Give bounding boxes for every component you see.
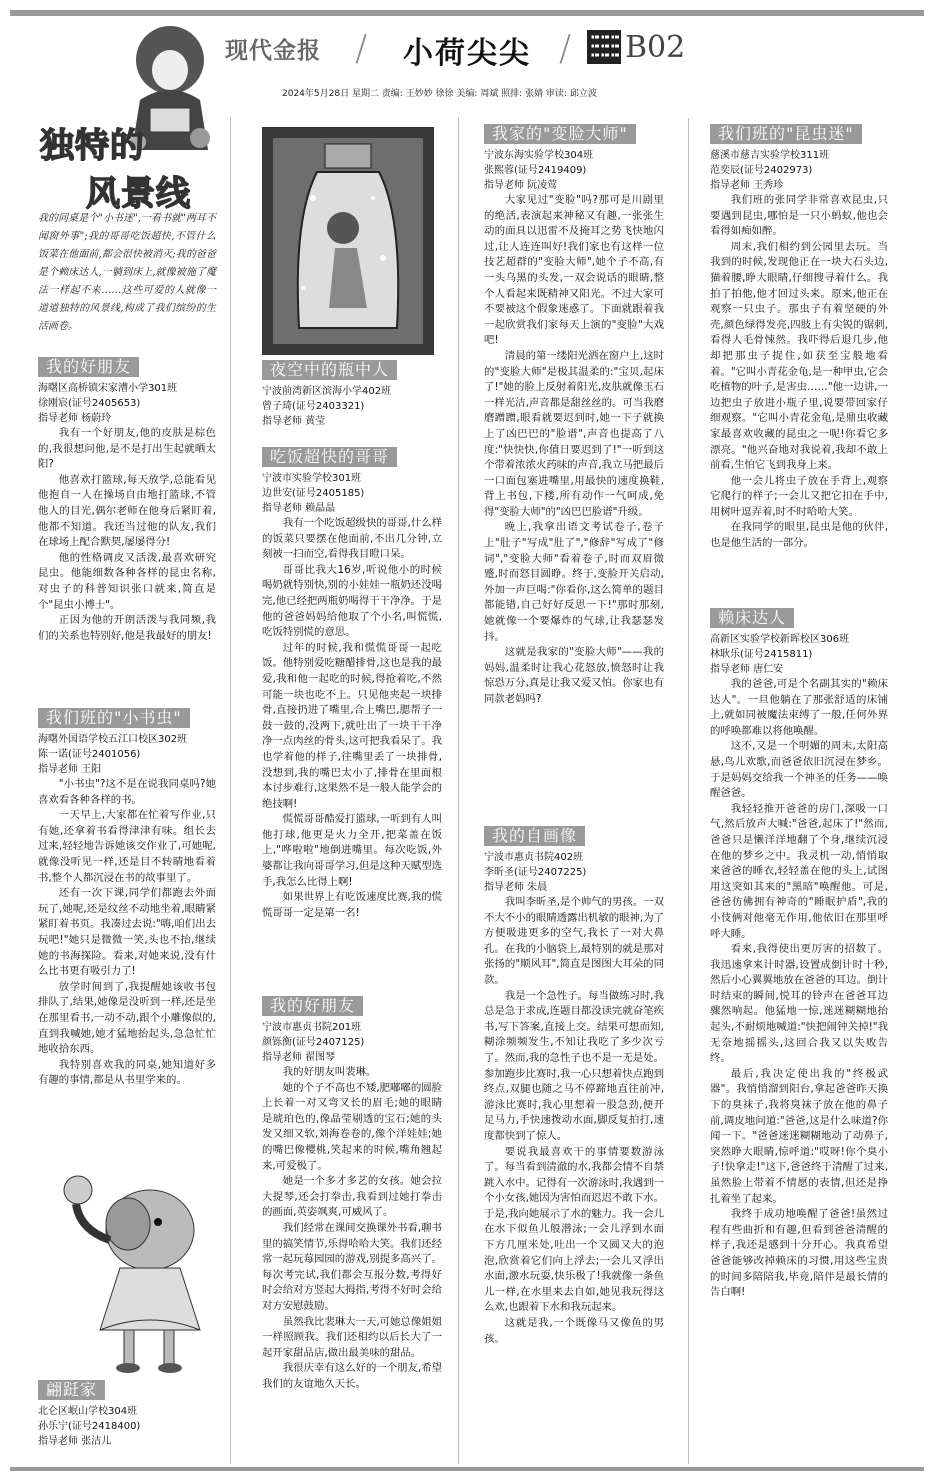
meta-school: 宁波东海实验学校304班 <box>484 150 594 161</box>
paragraph: 我特别喜欢我的同桌,她知道好多有趣的事情,都是从书里学来的。 <box>38 1058 216 1087</box>
paragraph: 他一会儿将虫子放在手背上,观察它爬行的样子;一会儿又把它扣在手中,用树叶逗弄着,时不时哈哈大笑。 <box>710 474 888 518</box>
paragraph: 他喜欢打篮球,每天放学,总能看见他抱自一人在操场自由地打篮球,不管他人的目光,偶尔老师在他身后紧盯着,他都不知道。我还当过他的队友,我们在球场上配合默契,屡屡得分! <box>38 473 216 549</box>
paragraph: 我终于成功地唤醒了爸爸!虽然过程有些曲折和有趣,但看到爸爸清醒的样子,我还是感到十分开心。我真希望爸爸能够改掉赖床的习惯,用这些宝贵的时间多陪陪我,毕竟,陪伴是最长情的告白啊! <box>710 1208 888 1299</box>
paragraph: 虽然我比裴琳大一天,可她总像姐姐一样照顾我。我们还相约以后长大了一起开家甜品店,做出最美味的甜品。 <box>262 1315 442 1359</box>
paragraph: 我有一个好朋友,他的皮肤是棕色的,我很想问他,是不是打出生起就晒太阳? <box>38 427 216 471</box>
paragraph: 我是一个急性子。每当做练习时,我总是急于求成,连题目都没读完就奋笔疾书,写下答案,直接上交。结果可想而知,糊涂频频发生,不知让我吃了多少次亏了。然而,我的急性子也不是一无是处。参加跑步比赛时,我一心只想着快点跑到终点,双腿也随之马不停蹄地直往前冲,游泳比赛时,我心里想着一股急劲,便开足马力,手快速拨动水面,脚反复拍打,速度都快到了惊人。 <box>484 989 664 1142</box>
paragraph: 我们经常在课间交换课外书看,聊书里的搞笑情节,乐得哈哈大笑。我们还经常一起玩莓园园的游戏,别提多高兴了。每次考完试,我们都会互报分数,考得好时会给对方竖起大拇指,考得不好时会给对方安慰鼓励。 <box>262 1221 442 1312</box>
paragraph: 放学时间到了,我提醒她该收书包排队了,结果,她像是没听到一样,还是坐在那里看书,一动不动,跟个小雕像似的,直到我喊她,她才猛地抬起头,急急忙忙地收拾东西。 <box>38 980 216 1056</box>
paragraph: 我轻轻推开爸爸的房门,深吸一口气,然后放声大喊:"爸爸,起床了!"然而,爸爸只是懒洋洋地翻了个身,继续沉浸在他的梦乡之中。我灵机一动,悄悄取来爸爸的睡衣,轻轻盖在他的头上,试图用这突如其来的"黑暗"唤醒他。可是,爸爸仿佛拥有神奇的"睡眠护盾",我的小伎俩对他毫无作用,他依旧在那里呼呼大睡。 <box>710 802 888 940</box>
paragraph: 我很庆幸有这么好的一个朋友,希望我们的友谊地久天长。 <box>262 1362 442 1390</box>
meta-school: 慈溪市慈吉实验学校311班 <box>710 150 830 161</box>
divider-slash: / <box>355 28 368 69</box>
article-a10 <box>710 608 888 1301</box>
article-meta <box>262 1020 442 1065</box>
top-rule <box>10 10 924 16</box>
meta-teacher: 指导老师 唐仁安 <box>710 664 784 675</box>
meta-school: 宁波市惠贞书院201班 <box>262 1022 362 1033</box>
article-meta <box>38 1404 216 1449</box>
meta-teacher: 指导老师 阮凌莺 <box>484 180 558 191</box>
article-meta <box>38 381 216 426</box>
page-code: B02 <box>625 30 686 65</box>
paragraph: 要说我最喜欢干的事情要数游泳了。每当看到清澈的水,我都会情不自禁跳入水中。记得有一次游泳时,我遇到一个小女孩,她因为害怕而迟迟不敢下水。于是,我向她展示了水的魅力。我一会儿在水下似鱼儿般潜泳;一会儿浮到水面下方几厘米处,吐出一个又圆又大的泡泡,欣赏着它们向上浮去;一会儿又浮出水面,激水玩耍,快乐极了!我就像一条鱼儿一样,在水里来去自如,她见我玩得这么欢,也跟着下水和我玩起来。 <box>484 1145 664 1314</box>
article-body <box>38 777 216 1089</box>
meta-teacher: 指导老师 翟图琴 <box>262 1052 336 1063</box>
paragraph: 过年的时候,我和慌慌哥哥一起吃饭。他特别爱吃糖醋排骨,这也是我的最爱,我和他一起吃的时候,得抢着吃,不然可能一块也吃不上。只见他夹起一块排骨,直接扔进了嘴里,合上嘴巴,腮帮子一鼓一鼓的,没两下,就吐出了一块干干净净一点肉丝的骨头,这可把我看呆了。我也学着他的样子,往嘴里丢了一块排骨,没想到,我的嘴巴太小了,排骨在里面根本讨步难行,这果然不是一般人能学会的绝技啊! <box>262 641 442 810</box>
article-body <box>710 193 888 552</box>
article-title: 我们班的"小书虫" <box>38 708 190 728</box>
article-title: 我的好朋友 <box>262 996 363 1016</box>
article-body <box>262 1065 442 1392</box>
paragraph: 在我同学的眼里,昆虫是他的伙伴,也是他生活的一部分。 <box>710 521 888 550</box>
meta-teacher: 指导老师 王秀珍 <box>710 180 784 191</box>
meta-school: 宁波前湾新区滨海小学402班 <box>262 386 392 397</box>
article-title: 我的自画像 <box>484 826 585 846</box>
article-meta <box>484 850 664 895</box>
article-meta <box>38 732 216 777</box>
paragraph: 看来,我得使出更厉害的招数了。我迅速拿来计时器,设置成倒计时十秒,然后小心翼翼地放在爸爸的耳边。倒计时结束的瞬间,悦耳的铃声在爸爸耳边骤然响起。他猛地一惊,迷迷糊糊地抬起头,不耐烦地喊道:"快把闹钟关掉!"我无奈地摇摇头,这回合我又以失败告终。 <box>710 943 888 1065</box>
section-title: 小荷尖尖 <box>403 36 531 71</box>
paragraph: 清晨的第一缕阳光洒在窗户上,这时的"变脸大师"是极其温柔的:"宝贝,起床了!"她的脸上反射着阳光,皮肤就像玉石一样光洁,声音都是甜丝丝的。可当我磨磨蹭蹭,眼看就要迟到时,她一下子就换上了凶巴巴的"脸谱",声音也提高了八度:"快快快,你值日要迟到了!"一听到这个带着浓浓火药味的声音,我立马把最后一口面包塞进嘴里,用最快的速度换鞋,背上书包,下楼,所有动作一气呵成,免得"变脸大师"的"凶巴巴脸谱"升级。 <box>484 349 664 518</box>
paragraph: 大家见过"变脸"吗?那可是川剧里的绝活,表演起来神秘又有趣,一张张生动的面具以迅雷不及掩耳之势飞快地闪过,让人连连叫好!我们家也有这样一位技艺超群的"变脸大师",她个子不高,有一头乌黑的头发,一双会说话的眼睛,整个人看起来既精神又阳光。不过大家可不要被这个假象迷惑了。下面就跟着我一起欣赏我们家每天上演的"变脸"大戏吧! <box>484 194 664 347</box>
issue-info: 2024年5月28日 星期二 责编: 王妙妙 徐徐 美编: 周斌 照排: 张婧 审读: 邱立波 <box>282 89 597 99</box>
paragraph: 最后,我决定使出我的"终极武器"。我悄悄溜到阳台,拿起爸爸昨天换下的臭袜子,我将臭袜子放在他的鼻子前,调皮地问道:"爸爸,这是什么味道?你闻一下。"爸爸迷迷糊糊地动了动鼻子,突然睁大眼睛,惊呼道:"哎呀!你个臭小子!快拿走!"这下,爸爸终于清醒了过来,虽然脸上带着不情愿的表情,但还是挣扎着坐了起来。 <box>710 1067 888 1205</box>
article-title: 翩跹家 <box>38 1380 105 1400</box>
article-body <box>710 677 888 1301</box>
article-a6 <box>262 996 442 1392</box>
meta-teacher: 指导老师 黄莹 <box>262 416 326 427</box>
meta-author: 颜铄衡(证号2407125) <box>262 1037 365 1048</box>
column-rule <box>230 118 231 1464</box>
article-body <box>38 426 216 644</box>
article-meta <box>710 632 888 677</box>
article-meta <box>262 471 442 516</box>
article-title: 我家的"变脸大师" <box>484 124 636 144</box>
article-title: 我们班的"昆虫迷" <box>710 124 862 144</box>
paragraph: 一天早上,大家都在忙着写作业,只有她,还拿着书看得津津有味。组长去过来,轻轻地告诉她该交作业了,可她呢,就像没听见一样,还是目不转睛地看着书,整个人都沉浸在书的故事里了。 <box>38 809 216 884</box>
feature-title <box>38 118 228 218</box>
meta-author: 曾子琦(证号2403321) <box>262 401 365 412</box>
article-a3 <box>38 1380 216 1449</box>
paragraph: 她的个子不高也不矮,肥嘟嘟的圆脸上长着一对又弯又长的眉毛;她的眼睛是琥珀色的,像晶莹剔透的宝石;她的头发又细又软,刘海卷卷的,像个洋娃娃;她的嘴巴像樱桃,笑起来的时候,嘴角翘起来,可爱极了。 <box>262 1081 442 1172</box>
article-meta <box>262 384 442 429</box>
article-title: 赖床达人 <box>710 608 794 628</box>
meta-school: 海曙外国语学校五江口校区302班 <box>38 734 188 745</box>
feature-intro: 我的同桌是个"小书迷",一看书就"两耳不闻窗外事";我的哥哥吃饭超快,不管什么饭菜在他面前,都会很快被消灭;我的爸爸是个赖床达人,一躺到床上,就像被施了魔法一样起不来……这些可爱的人就像一道道独特的风景线,构成了我们缤纷的生活画卷。 <box>38 213 216 332</box>
meta-school: 宁波市实验学校301班 <box>262 473 362 484</box>
meta-author: 徐刚宸(证号2405653) <box>38 398 141 409</box>
meta-teacher: 指导老师 杨蔚玲 <box>38 413 112 424</box>
column-rule <box>458 118 459 1464</box>
bottle-painting <box>262 127 434 355</box>
meta-teacher: 指导老师 张洁儿 <box>38 1436 112 1447</box>
paragraph: 我的好朋友叫裴琳。 <box>282 1066 377 1078</box>
article-meta <box>710 148 888 193</box>
paragraph: 她是一个多才多艺的女孩。她会拉大提琴,还会打拳击,我看到过她打拳击的画面,英姿飒爽,可威风了。 <box>262 1175 442 1219</box>
paragraph: 正因为他的开朗活泼与我同频,我们的关系也特别好,他是我最好的朋友! <box>38 614 216 642</box>
meta-author: 边世安(证号2405185) <box>262 488 365 499</box>
paragraph: 他的性格调皮又活泼,最喜欢研究昆虫。他能细数各种各样的昆虫名称,对虫子的科普知识张口就来,简直是个"昆虫小博士"。 <box>38 551 216 611</box>
elephant-dancer-illustration <box>40 1160 210 1380</box>
bottom-rule <box>10 1467 924 1471</box>
paragraph: "小书虫"?这不是在说我同桌吗?她喜欢看各种各样的书。 <box>38 778 216 806</box>
paragraph: 我叫李昕圣,是个帅气的男孩。一双不大不小的眼睛透露出机敏的眼神,为了方便吸进更多的空气,我长了一对大鼻孔。在我的小脑袋上,最特别的就是那对张扬的"顺风耳",简直是图图大耳朵的同款。 <box>484 896 664 986</box>
meta-author: 李昕圣(证号2407225) <box>484 867 587 878</box>
masthead <box>225 28 695 72</box>
paragraph: 这就是我家的"变脸大师"——我的妈妈,温柔时让我心花怒放,愤怒时让我惊恐万分,真是让我又爱又怕。你家也有同款老妈吗? <box>484 646 664 705</box>
meta-school: 宁波市惠贞书院402班 <box>484 852 584 863</box>
meta-author: 范奕辰(证号2402973) <box>710 165 813 176</box>
bottle-artwork <box>273 138 423 344</box>
newspaper-brand: 现代金报 <box>225 37 321 64</box>
meta-school: 高新区实验学校新晖校区306班 <box>710 634 850 645</box>
article-a4 <box>262 360 442 429</box>
meta-school: 北仑区岷山学校304班 <box>38 1406 138 1417</box>
article-a8 <box>484 826 664 1347</box>
meta-school: 海曙区高桥镇宋家漕小学301班 <box>38 383 178 394</box>
paragraph: 这不,又是一个明媚的周末,太阳高悬,鸟儿欢歌,而爸爸依旧沉浸在梦乡。于是妈妈交给我一个神圣的任务——唤醒爸爸。 <box>710 740 888 800</box>
article-body <box>484 193 664 708</box>
article-title: 我的好朋友 <box>38 357 139 377</box>
paragraph: 还有一次下课,同学们都跑去外面玩了,她呢,还是纹丝不动地坐着,眼睛紧紧盯着书页。我凑过去说:"嗨,咱们出去玩吧!"她只是微微一笑,头也不抬,继续她的书海探险。看来,对她来说,没有什么比书更有吸引力了! <box>38 887 216 978</box>
article-a7 <box>484 124 664 708</box>
meta-teacher: 指导老师 朱晨 <box>484 882 548 893</box>
article-a1 <box>38 357 216 644</box>
article-title: 夜空中的瓶中人 <box>262 360 397 380</box>
feature-title-line2: 风景线 <box>86 174 191 214</box>
qr-code-icon[interactable] <box>587 30 621 64</box>
article-meta <box>484 148 664 193</box>
article-a9 <box>710 124 888 552</box>
column-rule <box>688 118 689 1464</box>
paragraph: 我有一个吃饭超级快的哥哥,什么样的饭菜只要摆在他面前,不出几分钟,立刻被一扫而空,看得我目瞪口呆。 <box>262 517 442 561</box>
paragraph: 我的爸爸,可是个名副其实的"赖床达人"。一旦他躺在了那张舒适的床铺上,就如同被魔法束缚了一般,任何外界的呼唤都难以将他唤醒。 <box>710 678 888 737</box>
feature-title-line1: 独特的 <box>40 126 145 166</box>
paragraph: 如果世界上有吃饭速度比赛,我的慌慌哥哥一定是第一名! <box>262 891 442 919</box>
meta-author: 陈一诺(证号2401056) <box>38 749 141 760</box>
meta-author: 林耿乐(证号2415811) <box>710 649 813 660</box>
paragraph: 哥哥比我大16岁,听说他小的时候喝奶就特别快,别的小娃娃一瓶奶还没喝完,他已经把两瓶奶喝得干干净净。于是他的爸爸妈妈给他取了个小名,叫慌慌,吃饭特别慌的意思。 <box>262 563 442 639</box>
paragraph: 我们班的张同学非常喜欢昆虫,只要遇到昆虫,哪怕是一只小蚂蚁,他也会看得如痴如醉。 <box>710 194 888 238</box>
article-a2 <box>38 708 216 1089</box>
meta-teacher: 指导老师 赖晶晶 <box>262 503 336 514</box>
meta-author: 张熙蓉(证号2419409) <box>484 165 587 176</box>
meta-teacher: 指导老师 王阳 <box>38 764 102 775</box>
paragraph: 晚上,我拿出语文考试卷子,卷子上"肚子"写成"肚了","修辞"写成了"修词","变脸大师"看着卷子,时而双眉微蹙,时而怒目圆睁。终于,变脸开关启动,外加一声巨喝:"你看你,这么简单的题目都能错,自己好好反思一下!"那时那刻,她就像一个要爆炸的气球,让我瑟瑟发抖。 <box>484 521 664 643</box>
article-title: 吃饭超快的哥哥 <box>262 447 397 467</box>
article-a5 <box>262 447 442 921</box>
paragraph: 周末,我们相约到公园里去玩。当我到的时候,发现他正在一块大石头边,猫着腰,睁大眼睛,仔细搜寻着什么。我拍了拍他,他才回过头来。原来,他正在观察一只虫子。那虫子有着坚硬的外壳,颜色绿得发亮,四肢上有尖锐的锯刺,看得人毛骨悚然。我吓得后退几步,他却把那虫子捉住,如获至宝般地看着。"它叫小青花金龟,是一种甲虫,它会吃植物的叶子,是害虫……"他一边讲,一边把虫子放进小瓶子里,说要带回家仔细观察。"它叫小青花金龟,是鼎虫收藏家最喜欢收藏的昆虫之一呢!你看它多漂亮。"他兴奋地对我说着,我却不敢上前看,生怕它飞到我身上来。 <box>710 240 888 472</box>
article-body <box>262 516 442 921</box>
article-body <box>484 895 664 1347</box>
paragraph: 慌慌哥哥酷爱打篮球,一听到有人叫他打球,他更是火力全开,把菜盖在饭上,"哗啦啦"地倒进嘴里。每次吃饭,外婆都让我向哥哥学习,但是这种天赋型选手,我怎么比得上啊! <box>262 813 442 888</box>
paragraph: 这就是我,一个既像马又像鱼的男孩。 <box>484 1317 664 1345</box>
divider-slash: / <box>559 28 572 69</box>
meta-author: 孙乐宁(证号2418400) <box>38 1421 141 1432</box>
